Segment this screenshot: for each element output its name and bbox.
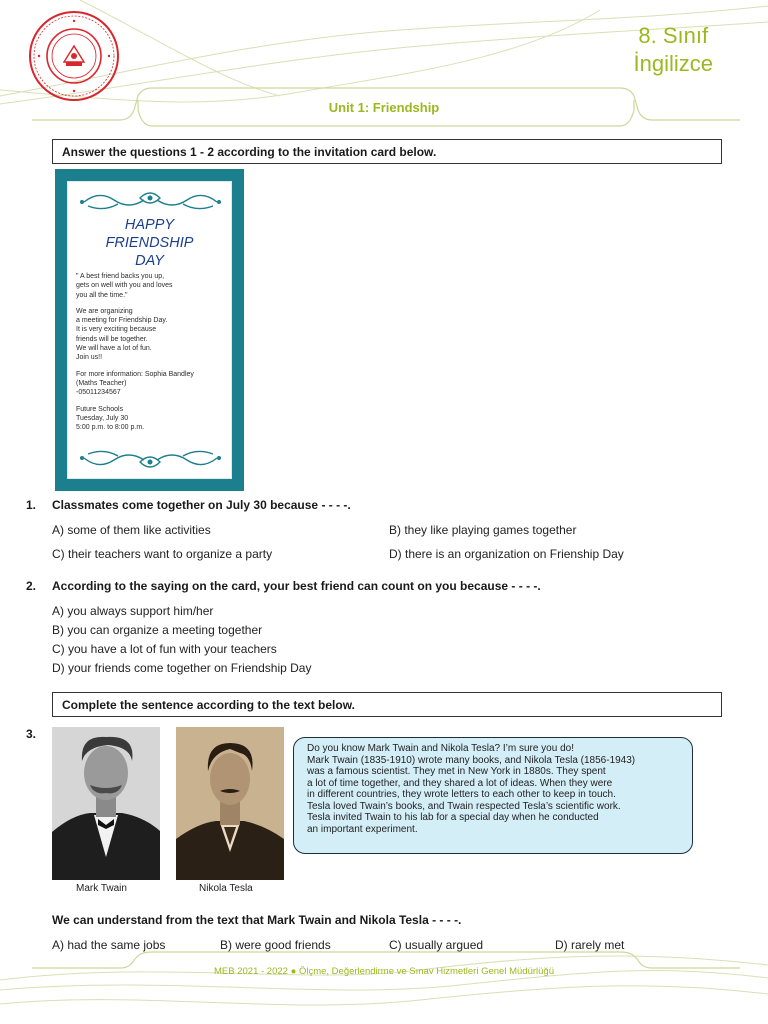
card-contact-line: -05011234567 (76, 389, 121, 397)
card-ornament-bottom (74, 446, 227, 472)
card-title-line-3: DAY (135, 253, 164, 269)
card-quote-line: " A best friend backs you up, (76, 273, 165, 280)
q1-option-a[interactable]: A) some of them like activities (52, 523, 211, 537)
page-footer: MEB 2021 - 2022 ● Ölçme, Değerlendirme ve Sınav Hizmetleri Genel Müdürlüğü (214, 966, 554, 977)
card-event (76, 405, 226, 433)
card-quote-line: you all the time." (76, 291, 128, 299)
card-contact-line: (Maths Teacher) (76, 379, 127, 387)
passage-line: in different countries, they wrote letters to each other to keep in touch. (307, 789, 616, 800)
passage-line: a lot of time together, and they shared a lot of ideas. When they were (307, 777, 613, 789)
passage-line: was a famous scientist. They met in New York in 1880s. They spent (307, 766, 606, 777)
card-contact-line: For more information: Sophia Bandley (76, 370, 194, 378)
invitation-card-inner (67, 181, 232, 479)
q1-number: 1. (26, 498, 37, 512)
card-body-line: Join us!! (76, 354, 103, 362)
q3-number: 3. (26, 727, 37, 741)
passage-line: Mark Twain (1835-1910) wrote many books, and Nikola Tesla (1856-1943) (307, 754, 636, 766)
q1-option-b[interactable]: B) they like playing games together (389, 523, 577, 537)
card-body-line: a meeting for Friendship Day. (76, 317, 168, 325)
q1-option-c[interactable]: C) their teachers want to organize a party (52, 547, 273, 561)
q2-text: According to the saying on the card, your best friend can count on you because - - - -. (52, 579, 541, 593)
section2-instruction-box: Complete the sentence according to the text below. (52, 692, 722, 717)
meb-seal-logo (28, 10, 120, 102)
card-title-line-2: FRIENDSHIP (105, 235, 194, 251)
card-quote-line: gets on well with you and loves (76, 282, 173, 290)
caption-nikola-tesla: Nikola Tesla (199, 883, 253, 894)
card-body-line: We are organizing (76, 307, 133, 315)
q3-option-d[interactable]: D) rarely met (555, 938, 625, 952)
card-ornament-top (74, 188, 227, 214)
q2-number: 2. (26, 579, 37, 593)
grade-subject-header (634, 22, 713, 78)
q2-option-a[interactable]: A) you always support him/her (52, 604, 214, 618)
invitation-card (55, 169, 244, 491)
reading-passage-box (293, 737, 693, 854)
passage-line: an important experiment. (307, 823, 418, 835)
card-body-line: friends will be together. (76, 335, 148, 343)
q2-option-d[interactable]: D) your friends come together on Friendship Day (52, 661, 312, 675)
q1-text: Classmates come together on July 30 because - - - -. (52, 498, 351, 512)
subject-label: İngilizce (633, 51, 713, 76)
card-quote (76, 272, 226, 300)
q2-option-b[interactable]: B) you can organize a meeting together (52, 623, 263, 637)
card-event-line: Future Schools (76, 405, 124, 413)
unit-title: Unit 1: Friendship (328, 100, 440, 115)
card-text (76, 272, 226, 439)
grade-label: 8. Sınıf (638, 23, 709, 48)
q3-option-b[interactable]: B) were good friends (220, 938, 331, 952)
q2-option-c[interactable]: C) you have a lot of fun with your teachers (52, 642, 277, 656)
card-contact (76, 370, 226, 398)
card-body (76, 307, 226, 363)
q1-option-d[interactable]: D) there is an organization on Frienship Day (389, 547, 624, 561)
nikola-tesla-photo (176, 727, 284, 880)
q3-option-a[interactable]: A) had the same jobs (52, 938, 166, 952)
q3-text: We can understand from the text that Mark Twain and Nikola Tesla - - - -. (52, 913, 462, 927)
card-title-line-1: HAPPY (124, 217, 175, 233)
mark-twain-photo (52, 727, 160, 880)
card-title (68, 216, 231, 270)
passage-line: Tesla loved Twain’s books, and Twain respected Tesla’s scientific work. (307, 800, 621, 812)
card-event-line: Tuesday, July 30 (76, 414, 129, 422)
section1-instruction-box: Answer the questions 1 - 2 according to the invitation card below. (52, 139, 722, 164)
q3-option-c[interactable]: C) usually argued (389, 938, 484, 952)
card-event-line: 5:00 p.m. to 8:00 p.m. (76, 424, 145, 432)
caption-mark-twain: Mark Twain (76, 883, 127, 894)
passage-line: Do you know Mark Twain and Nikola Tesla? I’m sure you do! (307, 743, 574, 754)
card-body-line: It is very exciting because (76, 326, 157, 334)
card-body-line: We will have a lot of fun. (76, 345, 152, 353)
passage-line: Tesla invited Twain to his lab for a special day when he conducted (307, 812, 599, 823)
